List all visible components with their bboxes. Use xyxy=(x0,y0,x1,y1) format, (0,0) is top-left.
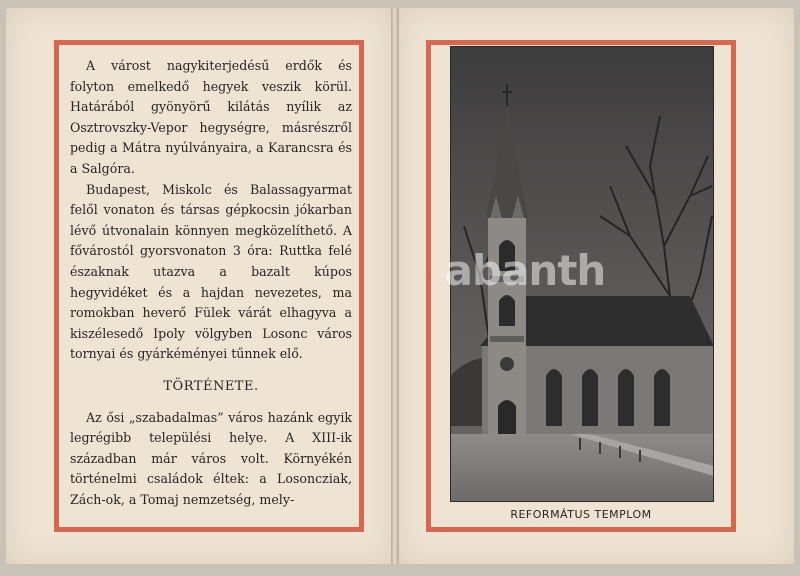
left-page-text xyxy=(70,56,352,510)
photo-caption: REFORMÁTUS TEMPLOM xyxy=(510,508,652,521)
church-door xyxy=(498,400,516,436)
ground xyxy=(450,434,714,502)
section-heading: TÖRTÉNETE. xyxy=(163,378,259,394)
history-paragraph: Az ősi „szabadalmas” város hazánk egyik legrégibb települési helye. A XIII-ik században már város volt. Környékén történelmi családok éltek: a Losoncziak, Zách-ok, a Tomaj nemzetség, mely- xyxy=(70,409,352,507)
tower-clock xyxy=(500,357,514,371)
book-spine xyxy=(391,8,399,564)
watermark: abanth xyxy=(444,246,606,295)
travel-paragraph: Budapest, Miskolc és Balassagyarmat felől vonaton és társas gépkocsin jókarban lévő útvonalain könnyen megközelíthető. A fővárostól gyorsvonaton 3 óra: Ruttka felé északnak utazva a bazalt kúpos hegyvidéket és a hajdan nevezetes, ma romokban heverő Fülek várát elhagyva a kiszélesedő Ipoly völgyben Losonc város tornyai és gyárkéményei tűnnek elő. xyxy=(70,181,352,362)
intro-paragraph: A várost nagykiterjedésű erdők és folyton emelkedő hegyek veszik körül. Határából gyönyörű kilátás nyílik az Osztrovszky-Vepor hegységre, másrészről pedig a Mátra nyúlványaira, a Karancsra és a Salgóra. xyxy=(70,58,352,176)
